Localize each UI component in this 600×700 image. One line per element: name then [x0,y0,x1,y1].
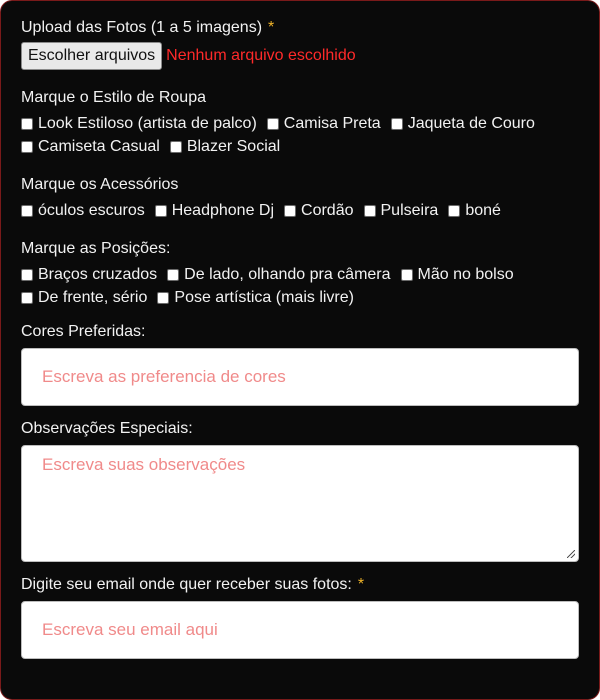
colors-placeholder: Escreva as preferencia de cores [42,367,286,386]
checkbox-camisa-preta[interactable] [267,112,381,135]
checkbox-label: óculos escuros [38,201,145,219]
upload-label-text: Upload das Fotos (1 a 5 imagens) [21,19,263,36]
checkbox-label: Headphone Dj [171,201,275,219]
checkbox-mao-bolso[interactable] [401,263,514,286]
checkbox-de-lado[interactable] [167,263,390,286]
positions-options [21,263,579,309]
file-status: Nenhum arquivo escolhido [166,47,356,64]
checkbox-box[interactable] [21,141,33,153]
checkbox-look-estiloso[interactable] [21,112,257,135]
notes-label: Observações Especiais: [21,420,193,437]
checkbox-label: Camisa Preta [283,114,381,132]
checkbox-box[interactable] [21,269,33,281]
required-mark: * [357,576,365,593]
checkbox-label: Pulseira [380,201,439,219]
accessories-options [21,199,579,222]
form-content [21,17,579,659]
accessories-title: Marque os Acessórios [21,176,179,193]
checkbox-label: Camiseta Casual [38,137,160,155]
email-input[interactable] [21,601,579,659]
checkbox-box[interactable] [267,118,279,130]
email-label-text: Digite seu email onde quer receber suas fotos: [21,576,352,593]
checkbox-pose-artistica[interactable] [157,286,354,309]
checkbox-label: Blazer Social [186,137,281,155]
checkbox-bone[interactable] [448,199,501,222]
checkbox-label: Cordão [301,201,354,219]
email-label [21,574,579,596]
checkbox-box[interactable] [157,292,169,304]
required-mark: * [268,19,275,36]
checkbox-pulseira[interactable] [364,199,439,222]
checkbox-box[interactable] [21,292,33,304]
style-group [21,87,579,158]
checkbox-box[interactable] [167,269,179,281]
checkbox-label: Look Estiloso (artista de palco) [38,114,257,132]
notes-placeholder: Escreva suas observações [42,455,246,474]
checkbox-headphone[interactable] [155,199,274,222]
checkbox-label: Jaqueta de Couro [407,114,535,132]
checkbox-camiseta-casual[interactable] [21,135,160,158]
checkbox-box[interactable] [284,205,296,217]
checkbox-bracos-cruzados[interactable] [21,263,157,286]
choose-files-button[interactable]: Escolher arquivos [21,42,162,70]
checkbox-box[interactable] [448,205,460,217]
checkbox-box[interactable] [155,205,167,217]
checkbox-de-frente[interactable] [21,286,147,309]
checkbox-cordao[interactable] [284,199,353,222]
checkbox-jaqueta-couro[interactable] [391,112,535,135]
checkbox-label: Pose artística (mais livre) [174,288,354,306]
checkbox-label: De frente, sério [38,288,148,306]
checkbox-blazer-social[interactable] [170,135,280,158]
resize-handle-icon[interactable] [567,550,575,558]
checkbox-box[interactable] [21,118,33,130]
file-input [21,41,579,71]
accessories-group [21,174,579,222]
checkbox-label: De lado, olhando pra câmera [184,265,391,283]
upload-label [21,17,579,39]
positions-title: Marque as Posições: [21,240,171,257]
checkbox-box[interactable] [21,205,33,217]
checkbox-label: Braços cruzados [38,265,158,283]
style-title: Marque o Estilo de Roupa [21,89,206,106]
checkbox-oculos[interactable] [21,199,145,222]
checkbox-box[interactable] [364,205,376,217]
checkbox-label: boné [465,201,501,219]
notes-textarea[interactable] [21,445,579,562]
email-placeholder: Escreva seu email aqui [42,620,218,639]
colors-label: Cores Preferidas: [21,323,146,340]
colors-input[interactable] [21,348,579,406]
checkbox-box[interactable] [391,118,403,130]
style-options [21,112,579,158]
checkbox-box[interactable] [170,141,182,153]
positions-group [21,238,579,309]
checkbox-label: Mão no bolso [417,265,514,283]
checkbox-box[interactable] [401,269,413,281]
